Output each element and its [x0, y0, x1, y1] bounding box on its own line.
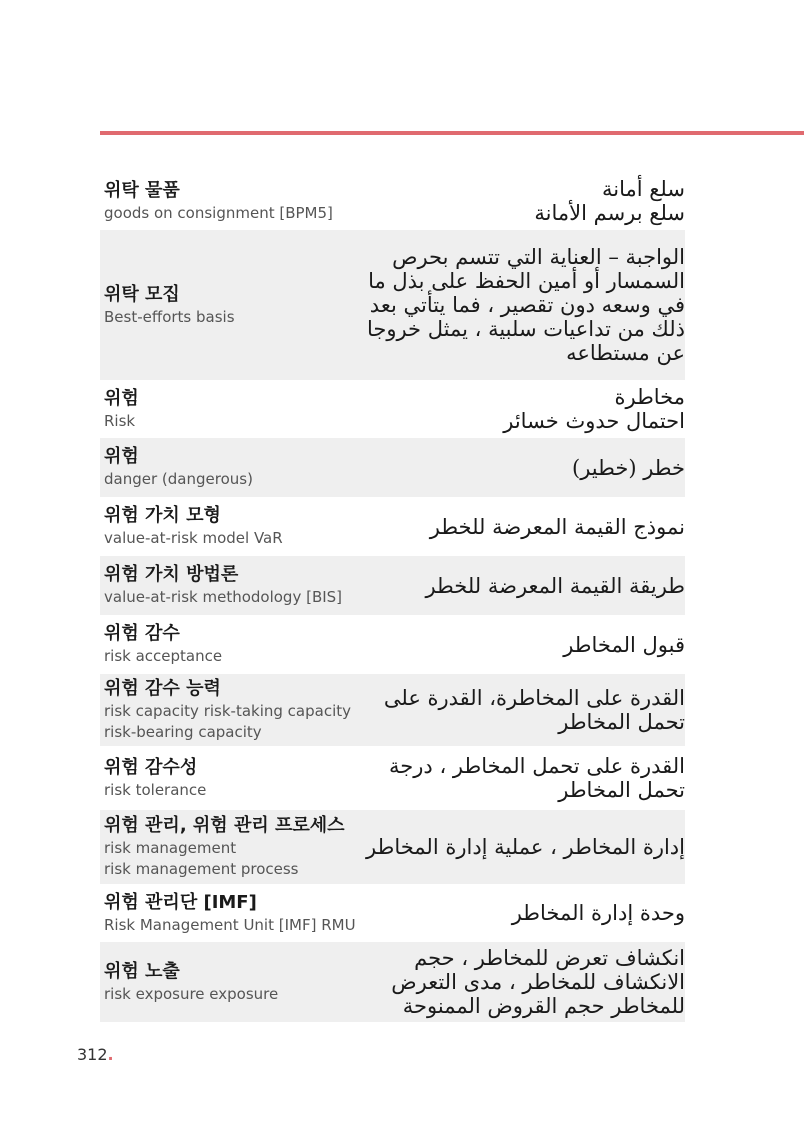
- english-term: Risk: [104, 411, 136, 430]
- glossary-entry: [100, 884, 685, 942]
- arabic-term: سلع أمانة سلع برسم الأمانة: [534, 177, 685, 225]
- glossary-entry: [100, 810, 685, 884]
- arabic-term: القدرة على تحمل المخاطر ، درجة تحمل المخاطر: [389, 754, 685, 802]
- glossary-entry: [100, 380, 685, 438]
- english-term: risk tolerance: [104, 780, 207, 799]
- korean-term: 위험: [104, 446, 139, 467]
- korean-term: 위험 관리단 [IMF]: [104, 891, 257, 913]
- korean-term: 위험 감수 능력: [104, 678, 221, 699]
- english-term: risk management risk management process: [104, 839, 299, 878]
- english-term: danger (dangerous): [104, 470, 253, 488]
- english-term: value-at-risk methodology [BIS]: [104, 588, 343, 606]
- arabic-term: إدارة المخاطر ، عملية إدارة المخاطر: [366, 835, 685, 859]
- arabic-term: وحدة إدارة المخاطر: [511, 901, 685, 925]
- english-term: Best-efforts basis: [104, 307, 235, 326]
- korean-term: 위험 감수성: [104, 756, 198, 778]
- korean-term: 위험 관리, 위험 관리 프로세스: [104, 815, 345, 836]
- glossary-entry: [100, 615, 685, 674]
- arabic-term: انكشاف تعرض للمخاطر ، حجم الانكشاف للمخاطر ، مدى التعرض للمخاطر حجم القروض الممنوحة: [391, 946, 685, 1018]
- arabic-term: طريقة القيمة المعرضة للخطر: [425, 573, 685, 598]
- korean-term: 위험: [104, 387, 139, 409]
- arabic-term: مخاطرة احتمال حدوث خسائر: [503, 385, 685, 433]
- korean-term: 위험 감수: [104, 623, 180, 644]
- glossary-entry: [100, 230, 685, 380]
- page-number-dot: .: [107, 1045, 114, 1064]
- korean-term: 위험 가치 모형: [104, 505, 221, 526]
- glossary-entries: [100, 172, 685, 1022]
- english-term: risk capacity risk-taking capacity risk-bearing capacity: [104, 702, 351, 741]
- arabic-term: قبول المخاطر: [563, 632, 685, 657]
- header-rule: [100, 131, 804, 135]
- english-term: goods on consignment [BPM5]: [104, 203, 333, 222]
- arabic-term: الواجبة – العناية التي تتسم بحرص السمسار أو أمين الحفظ على بذل ما في وسعه دون تقصير ، فما يتأتي بعد ذلك من تداعيات سلبية ، يمثل خروجا عن مستطاعه: [366, 245, 685, 365]
- arabic-term: خطر (خطير): [572, 455, 685, 480]
- english-term: value-at-risk model VaR: [104, 529, 283, 547]
- english-term: risk acceptance: [104, 647, 223, 665]
- arabic-term: القدرة على المخاطرة، القدرة على تحمل المخاطر: [383, 686, 685, 734]
- korean-term: 위탁 모집: [104, 283, 180, 305]
- arabic-term: نموذج القيمة المعرضة للخطر: [429, 514, 685, 539]
- glossary-entry: [100, 746, 685, 810]
- glossary-entry: [100, 172, 685, 230]
- glossary-entry: [100, 438, 685, 497]
- glossary-entry: [100, 556, 685, 615]
- glossary-entry: [100, 497, 685, 556]
- english-term: risk exposure exposure: [104, 984, 279, 1003]
- english-term: Risk Management Unit [IMF] RMU: [104, 915, 356, 934]
- glossary-entry: [100, 942, 685, 1022]
- korean-term: 위험 노출: [104, 960, 180, 982]
- page-number: [77, 1045, 114, 1064]
- page-number-value: 312: [77, 1045, 108, 1064]
- korean-term: 위험 가치 방법론: [104, 564, 239, 585]
- glossary-entry: [100, 674, 685, 746]
- korean-term: 위탁 물품: [104, 179, 180, 201]
